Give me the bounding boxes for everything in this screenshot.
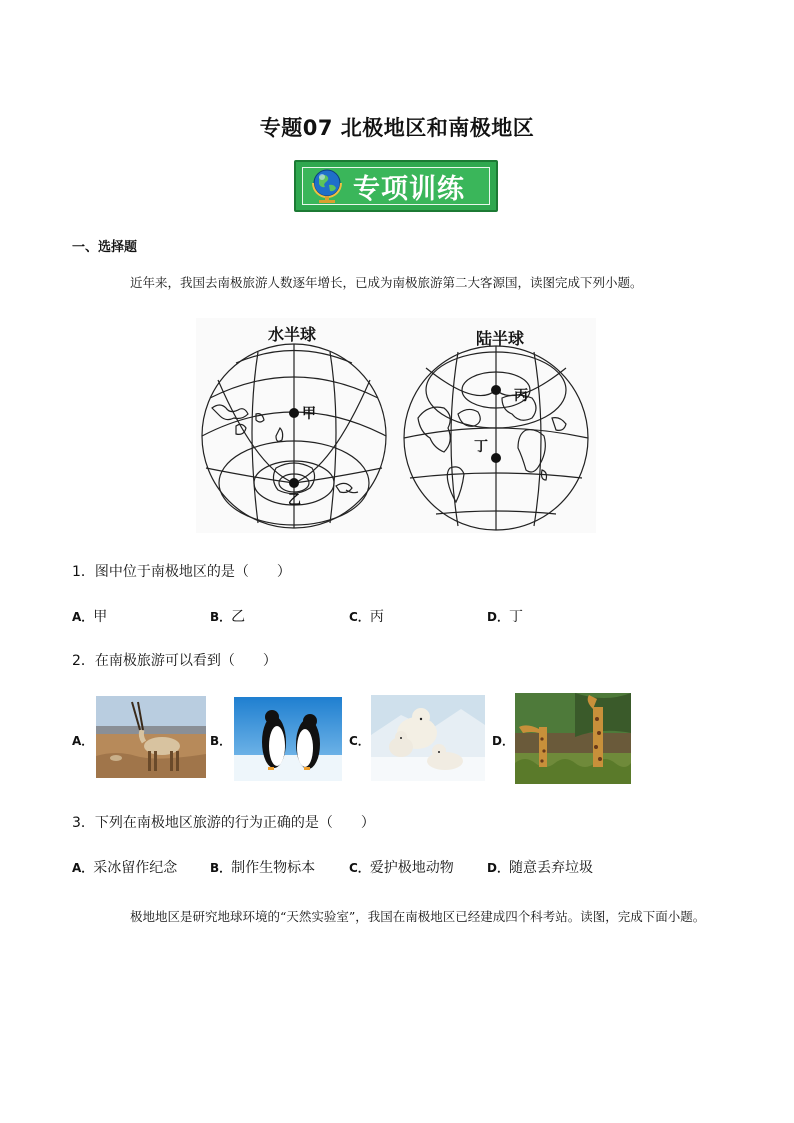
- land-hemisphere-globe: [404, 346, 588, 530]
- marker-jia-label: 甲: [302, 406, 316, 422]
- hemisphere-maps-svg: [196, 318, 596, 533]
- q2-option-c-image-polar-bears[interactable]: [371, 695, 485, 781]
- q1-option-a[interactable]: A．甲: [72, 609, 108, 625]
- q2-option-a-label[interactable]: A．: [72, 734, 94, 748]
- q3-option-a[interactable]: A．采冰留作纪念: [72, 860, 178, 876]
- section-heading: 一、选择题: [72, 240, 138, 255]
- q1-option-d[interactable]: D．丁: [487, 609, 523, 625]
- q3-option-b[interactable]: B．制作生物标本: [210, 860, 316, 876]
- q2-option-d-label[interactable]: D．: [492, 734, 514, 748]
- q2-option-b-label[interactable]: B．: [210, 734, 232, 748]
- marker-ding-label: 丁: [474, 439, 488, 455]
- hemisphere-map-figure: [196, 318, 596, 533]
- question-3-stem: 3．下列在南极地区旅游的行为正确的是（ ）: [72, 815, 375, 831]
- q2-option-c-label[interactable]: C．: [349, 734, 370, 748]
- globe-icon: [309, 167, 345, 205]
- land-hemisphere-title: 陆半球: [476, 329, 525, 348]
- banner-text: 专项训练: [353, 173, 465, 205]
- banner: [294, 160, 498, 212]
- q2-option-d-image-giraffes[interactable]: [515, 693, 631, 784]
- q2-option-a-image-antelope[interactable]: [96, 696, 206, 778]
- q3-option-d[interactable]: D．随意丢弃垃圾: [487, 860, 593, 876]
- marker-bing-label: 丙: [514, 388, 528, 404]
- question-1-stem: 1．图中位于南极地区的是（ ）: [72, 564, 291, 580]
- water-hemisphere-title: 水半球: [268, 325, 317, 344]
- page-title: 专题07 北极地区和南极地区: [259, 116, 535, 140]
- marker-ding-dot: [491, 453, 501, 463]
- marker-yi-label: 乙: [288, 493, 302, 508]
- q1-option-c[interactable]: C．丙: [349, 609, 384, 625]
- q1-option-b[interactable]: B．乙: [210, 609, 246, 625]
- marker-jia-dot: [289, 408, 299, 418]
- q3-option-c[interactable]: C．爱护极地动物: [349, 860, 454, 876]
- intro-paragraph-2: 极地地区是研究地球环境的“天然实验室”，我国在南极地区已经建成四个科考站。读图，完成下面小题。: [130, 909, 706, 924]
- marker-bing-dot: [491, 385, 501, 395]
- q2-option-b-image-penguins[interactable]: [234, 697, 342, 781]
- intro-paragraph: 近年来，我国去南极旅游人数逐年增长，已成为南极旅游第二大客源国，读图完成下列小题。: [130, 275, 643, 290]
- marker-yi-dot: [289, 478, 299, 488]
- question-2-stem: 2．在南极旅游可以看到（ ）: [72, 653, 277, 669]
